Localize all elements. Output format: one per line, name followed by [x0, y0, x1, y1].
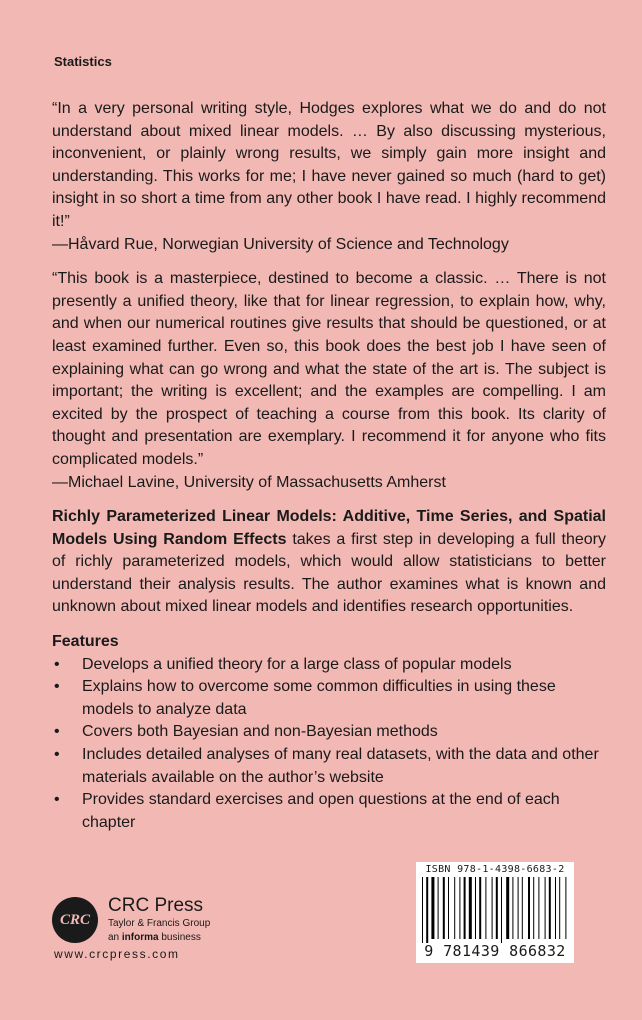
back-cover-text	[52, 98, 606, 834]
list-item: • Explains how to overcome some common difficulties in using these models to analyze data	[54, 678, 556, 718]
publisher-name: CRC Press	[108, 895, 204, 916]
barcode-bar	[459, 877, 460, 939]
book-description	[52, 506, 606, 619]
barcode-bar	[533, 877, 534, 939]
barcode-bar	[518, 877, 519, 939]
barcode-bar	[479, 877, 481, 939]
barcode-bar	[512, 877, 513, 939]
barcode-icon	[422, 877, 568, 943]
barcode-bar	[475, 877, 476, 939]
publisher-logo	[52, 895, 252, 965]
isbn-barcode	[416, 862, 574, 963]
quote-lavine: “This book is a masterpiece, destined to become a classic. … There is not presently a unified theory, like that for linear regression, to explain how, why, and when our numerical routines give results that should be questioned, or at least examined further. Even so, this book does the best job I have seen of explaining what can go wrong and what the state of the art is. The subject is important; the writing is excellent; and the examples are compelling. I am excited by the prospect of teaching a course from this book. Its clarity of thought and presentation are exemplary. I recommend it for anyone who fits complicated models.”	[52, 270, 606, 468]
barcode-bar	[522, 877, 523, 939]
barcode-bar	[422, 877, 423, 943]
barcode-bar	[549, 877, 551, 939]
list-item: • Includes detailed analyses of many real datasets, with the data and other materials available on the author’s website	[54, 746, 599, 786]
bullet-icon: •	[54, 678, 60, 696]
list-item: • Provides standard exercises and open questions at the end of each chapter	[54, 791, 560, 831]
isbn-label: ISBN 978-1-4398-6683-2	[425, 864, 565, 875]
barcode-bar	[555, 877, 556, 939]
bullet-icon: •	[54, 655, 60, 673]
barcode-bar	[448, 877, 449, 939]
barcode-bar	[506, 877, 509, 939]
features-heading: Features	[52, 633, 119, 651]
barcode-bar	[454, 877, 455, 939]
barcode-bar	[438, 877, 439, 939]
list-item: • Develops a unified theory for a large class of popular models	[52, 654, 606, 677]
publisher-group: Taylor & Francis Group	[108, 918, 211, 929]
barcode-bar	[485, 877, 486, 939]
category-label: Statistics	[54, 54, 112, 69]
publisher-url: www.crcpress.com	[54, 947, 180, 961]
bullet-icon: •	[54, 723, 60, 741]
barcode-bar	[443, 877, 445, 939]
quote-lavine-attribution: —Michael Lavine, University of Massachusetts Amherst	[52, 473, 446, 491]
list-item: • Covers both Bayesian and non-Bayesian methods	[52, 721, 606, 744]
quote-rue-attribution: —Håvard Rue, Norwegian University of Science and Technology	[52, 235, 509, 253]
barcode-bar	[426, 877, 428, 943]
publisher-business: an informa business	[108, 932, 201, 943]
barcode-bar	[559, 877, 560, 939]
book-description-body: takes a first step in developing a full theory of richly parameterized models, which would allow statisticians to better understand their analysis results. The author examines what is known and unknown about mixed linear models and identifies research opportunities.	[52, 530, 607, 616]
barcode-bar	[496, 877, 498, 939]
barcode-bar	[469, 877, 472, 939]
barcode-bar	[492, 877, 493, 939]
barcode-bar	[501, 877, 502, 943]
features-list	[52, 654, 606, 835]
barcode-bar	[545, 877, 546, 939]
bullet-icon: •	[54, 746, 60, 764]
barcode-bar	[431, 877, 434, 939]
book-title: Richly Parameterized Linear Models: Additive, Time Series, and Spatial Models Using Random Effects	[52, 508, 606, 548]
barcode-bar	[528, 877, 530, 939]
crc-logo-icon: CRC	[52, 897, 98, 943]
barcode-bar	[565, 877, 566, 939]
bullet-icon: •	[54, 791, 60, 809]
quote-rue: “In a very personal writing style, Hodges explores what we do and do not understand about mixed linear models. … By also discussing mysterious, inconvenient, or plainly wrong results, we simply gain more insight and understanding. This works for me; I have never gained so much (hard to get) insight in so short a time from any other book I have read. I highly recommend it!”	[52, 100, 606, 230]
barcode-bar	[464, 877, 466, 939]
barcode-digits: 9 781439 866832	[424, 942, 566, 960]
barcode-bar	[538, 877, 539, 939]
